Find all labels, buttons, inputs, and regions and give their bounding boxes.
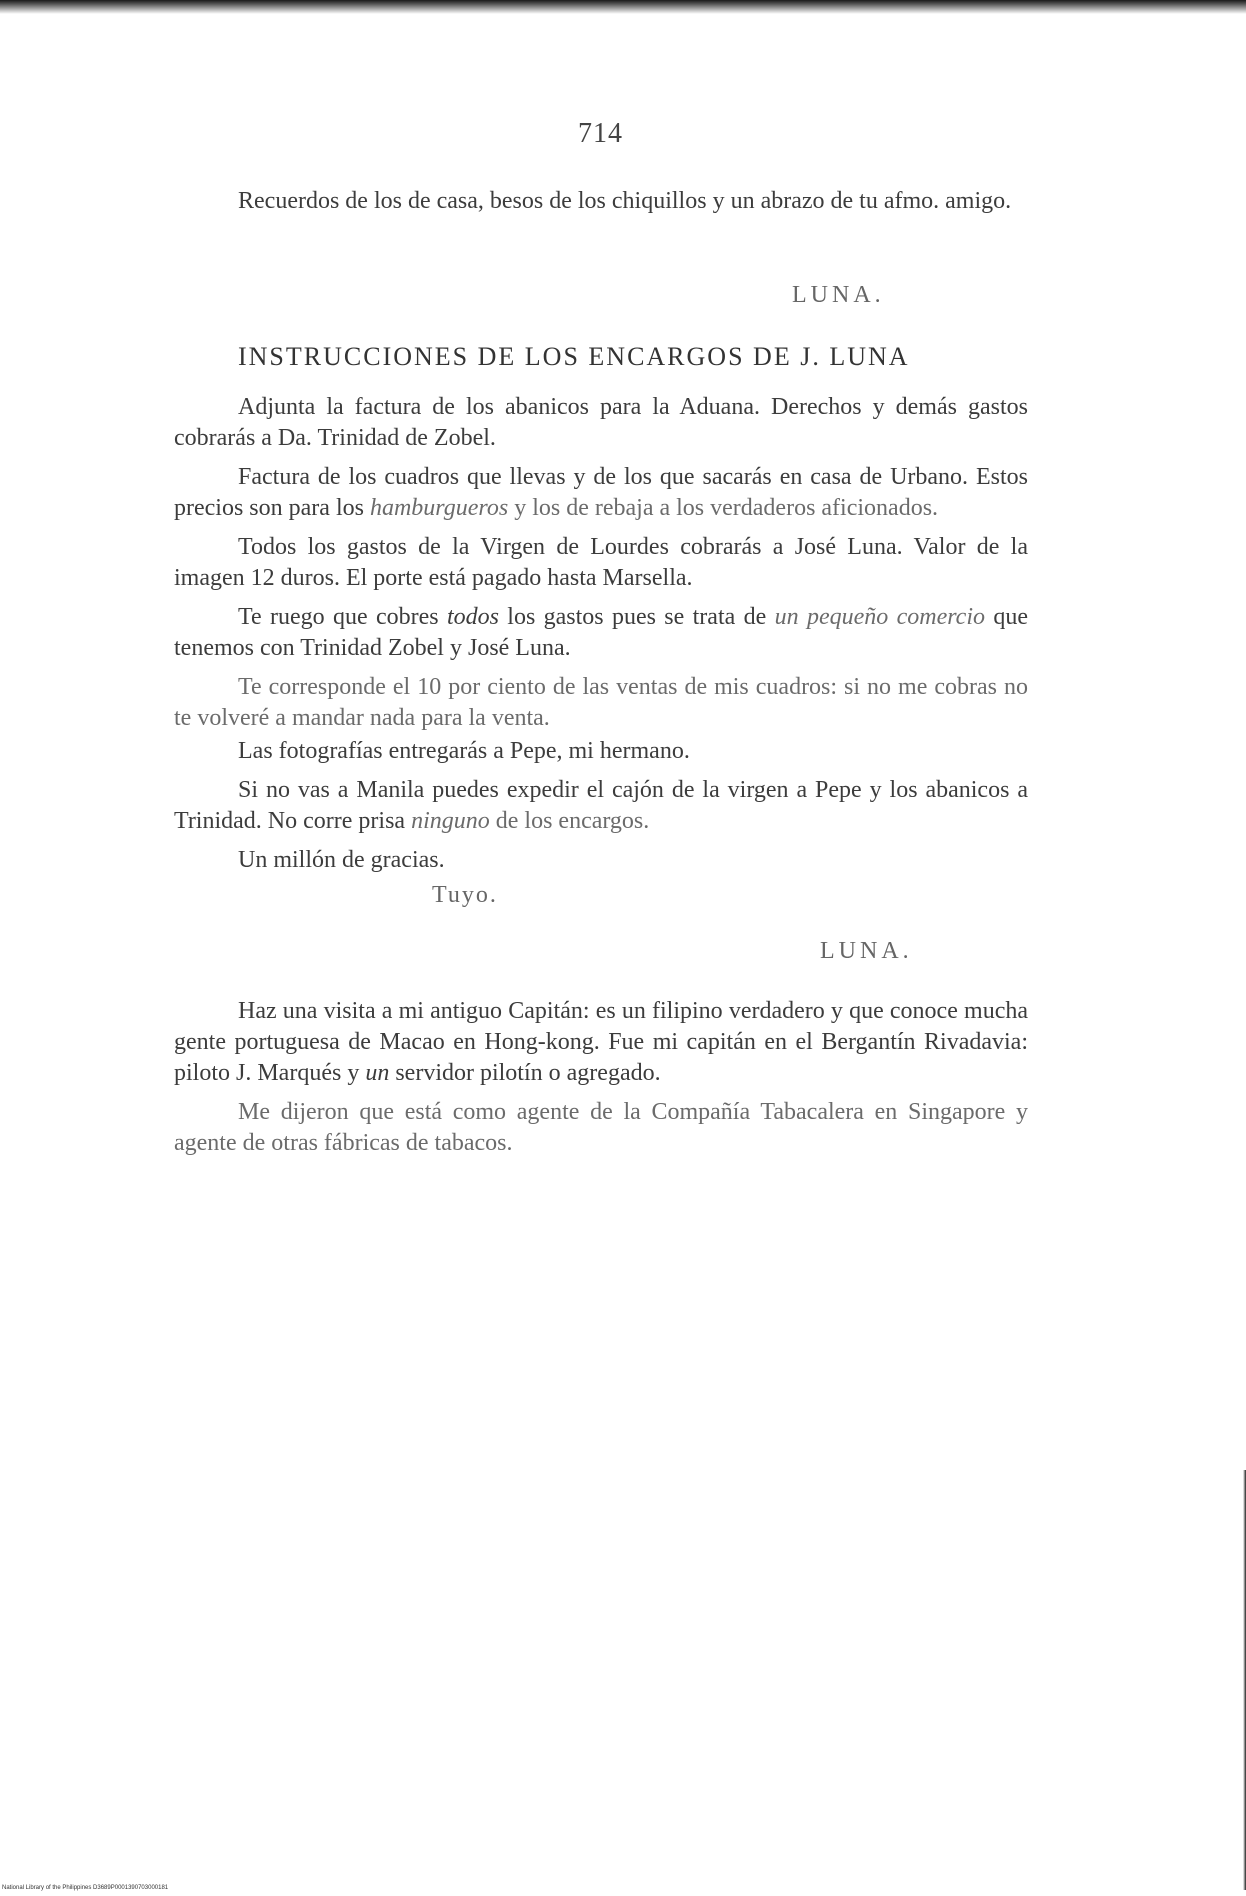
p4-italic-comercio: un pequeño comercio	[774, 604, 985, 630]
instructions-paragraph-1: Adjunta la factura de los abanicos para la Aduana. Derechos y demás gastos cobrarás a Da. Trinidad de Zobel.	[174, 394, 1028, 451]
closing-signature: LUNA.	[820, 938, 913, 964]
p4-italic-todos: todos	[446, 604, 499, 630]
opening-paragraph	[174, 186, 1028, 217]
ps1-italic: un	[365, 1060, 390, 1086]
scan-top-edge	[0, 0, 1246, 14]
postscript-paragraph-2: Me dijeron que está como agente de la Compañía Tabacalera en Singapore y agente de otras fábricas de tabacos.	[174, 1099, 1028, 1156]
instructions-heading: INSTRUCCIONES DE LOS ENCARGOS DE J. LUNA	[238, 342, 910, 371]
p2-text-c: y los de rebaja a los verdaderos aficionados.	[508, 495, 939, 521]
instructions-paragraph-7	[174, 775, 1028, 837]
p2-text-a: Factura de los cuadros que llevas y de los que sacarás en casa de Urbano. Estos precios son para los	[174, 464, 1028, 521]
ps1-text-a: Haz una visita a mi antiguo Capitán: es un filipino verdadero y que conoce mucha gente portuguesa de Macao en Hong-kong. Fue mi capitán en el Bergantín Rivadavia: piloto J. Marqués y	[174, 998, 1028, 1086]
postscript-body	[174, 996, 1028, 1159]
instructions-paragraph-6: Las fotografías entregarás a Pepe, mi hermano.	[238, 738, 690, 764]
ps1-text-c: servidor pilotín o agregado.	[389, 1060, 661, 1086]
instructions-body	[174, 392, 1028, 876]
postscript-paragraph-1	[174, 996, 1028, 1089]
p7-text-c: de los encargos.	[489, 808, 650, 834]
p4-text-a: Te ruego que cobres	[238, 604, 447, 630]
opening-text: Recuerdos de los de casa, besos de los chiquillos y un abrazo de tu afmo. amigo.	[238, 188, 1012, 214]
p7-italic: ninguno	[411, 808, 490, 834]
instructions-paragraph-8: Un millón de gracias.	[238, 847, 445, 873]
page-number: 714	[578, 118, 623, 149]
p4-text-e: que tenemos con Trinidad Zobel y José Luna.	[174, 604, 1028, 661]
opening-signature: LUNA.	[792, 282, 885, 308]
instructions-paragraph-5: Te corresponde el 10 por ciento de las ventas de mis cuadros: si no me cobras no te volveré a mandar nada para la venta.	[174, 674, 1028, 731]
instructions-paragraph-2	[174, 462, 1028, 524]
closing-tuyo: Tuyo.	[432, 882, 498, 908]
p7-text-a: Si no vas a Manila puedes expedir el cajón de la virgen a Pepe y los abanicos a Trinidad. No corre prisa	[174, 777, 1028, 834]
p4-text-c: los gastos pues se trata de	[498, 604, 775, 630]
instructions-paragraph-3: Todos los gastos de la Virgen de Lourdes cobrarás a José Luna. Valor de la imagen 12 duros. El porte está pagado hasta Marsella.	[174, 534, 1028, 591]
instructions-paragraph-4	[174, 602, 1028, 664]
scan-footer: National Library of the Philippines D3689P0001390703000181	[2, 1885, 169, 1891]
p2-italic: hamburgueros	[369, 495, 509, 521]
